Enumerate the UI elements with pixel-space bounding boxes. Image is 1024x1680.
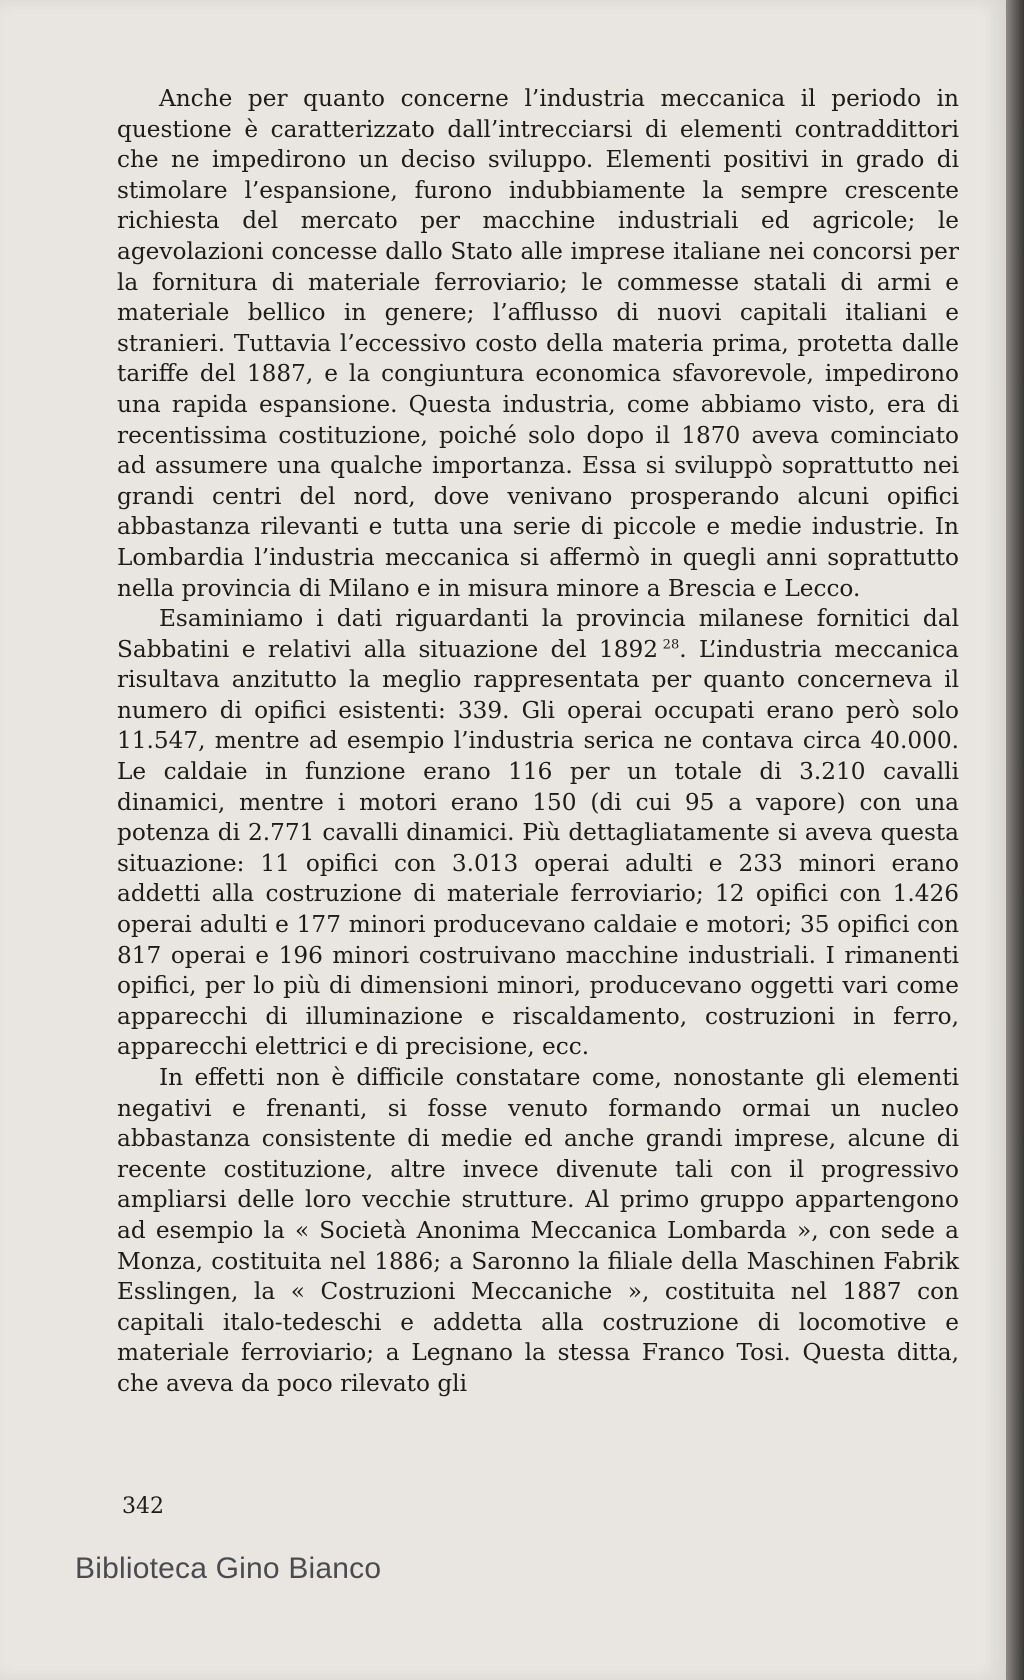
paragraph-1-text: Anche per quanto concerne l’industria meccanica il periodo in questione è caratterizzato dall’intrecciarsi di elementi contraddittori che ne impedirono un deciso sviluppo. Elementi positivi in grado di stimolare l’espansione, furono indubbiamente la sempre crescente richiesta del mercato per macchine industriali ed agricole; le agevolazioni concesse dallo Stato alle imprese italiane nei concorsi per la fornitura di materiale ferroviario; le commesse statali di armi e materiale bellico in genere; l’afflusso di nuovi capitali italiani e stranieri. Tuttavia l’eccessivo costo della materia prima, protetta dalle tariffe del 1887, e la congiuntura economica sfavorevole, impedirono una rapida espansione. Questa industria, come abbiamo visto, era di recentissima costituzione, poiché solo dopo il 1870 aveva cominciato ad assumere una qualche importanza. Essa si sviluppò soprattutto nei grandi centri del nord, dove venivano prosperando alcuni opifici abbastanza rilevanti e tutta una serie di piccole e medie industrie. In Lombardia l’industria meccanica si affermò in quegli anni soprattutto nella provincia di Milano e in misura minore a Brescia e Lecco. xyxy=(117,85,959,602)
library-watermark: Biblioteca Gino Bianco xyxy=(75,1552,382,1585)
paragraph-1 xyxy=(117,84,959,604)
paragraph-2 xyxy=(117,604,959,1063)
paragraph-3 xyxy=(117,1063,959,1400)
paragraph-2-text-start: Esaminiamo i dati riguardanti la provincia milanese fornitici dal Sabbatini e relativi alla situazione del 1892 xyxy=(117,605,959,663)
paragraph-3-text: In effetti non è difficile constatare come, nonostante gli elementi negativi e frenanti, si fosse venuto formando ormai un nucleo abbastanza consistente di medie ed anche grandi imprese, alcune di recente costituzione, altre invece divenute tali con il progressivo ampliarsi delle loro vecchie strutture. Al primo gruppo appartengono ad esempio la « Società Anonima Meccanica Lombarda », con sede a Monza, costituita nel 1886; a Saronno la filiale della Maschinen Fabrik Esslingen, la « Costruzioni Meccaniche », costituita nel 1887 con capitali italo-tedeschi e addetta alla costruzione di locomotive e materiale ferroviario; a Legnano la stessa Franco Tosi. Questa ditta, che aveva da poco rilevato gli xyxy=(117,1064,959,1397)
body-text xyxy=(117,84,959,1400)
footnote-reference: 28 xyxy=(662,636,680,652)
page-number: 342 xyxy=(122,1494,164,1519)
paragraph-2-text-end: . L’industria meccanica risultava anzitutto la meglio rappresentata per quanto concerneva il numero di opifici esistenti: 339. Gli operai occupati erano però solo 11.547, mentre ad esempio l’industria serica ne contava circa 40.000. Le caldaie in funzione erano 116 per un totale di 3.210 cavalli dinamici, mentre i motori erano 150 (di cui 95 a vapore) con una potenza di 2.771 cavalli dinamici. Più dettagliatamente si aveva questa situazione: 11 opifici con 3.013 operai adulti e 233 minori erano addetti alla costruzione di materiale ferroviario; 12 opifici con 1.426 operai adulti e 177 minori producevano caldaie e motori; 35 opifici con 817 operai e 196 minori costruivano macchine industriali. I rimanenti opifici, per lo più di dimensioni minori, producevano oggetti vari come apparecchi di illuminazione e riscaldamento, costruzioni in ferro, apparecchi elettrici e di precisione, ecc. xyxy=(117,635,959,1061)
page-edge-shadow xyxy=(1006,0,1024,1680)
